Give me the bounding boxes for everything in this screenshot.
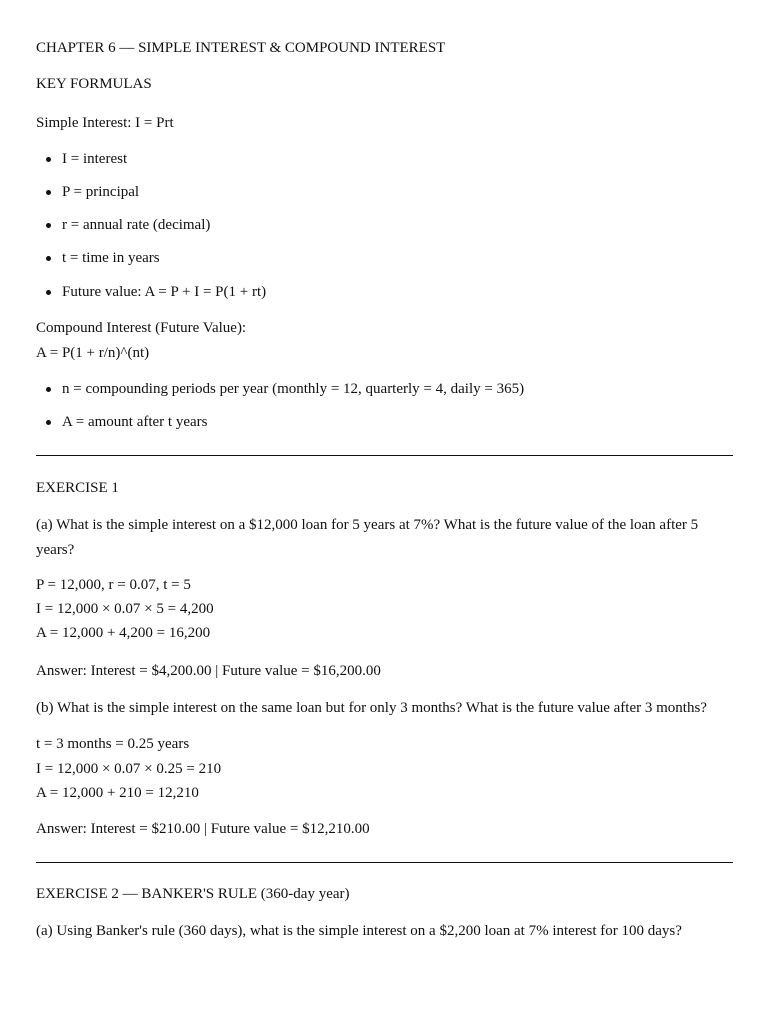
- bullet-icon: [46, 223, 51, 228]
- compound-interest-formula: A = P(1 + r/n)^(nt): [36, 345, 150, 361]
- list-item-text: I = interest: [62, 151, 128, 167]
- exercise-1a-question-continued: years?: [36, 542, 75, 558]
- exercise-1a-work-line: P = 12,000, r = 0.07, t = 5: [36, 577, 191, 593]
- exercise-1a-answer: Answer: Interest = $4,200.00 | Future value = $16,200.00: [36, 663, 381, 679]
- list-item-text: A = amount after t years: [62, 414, 208, 430]
- exercise-1a-work-line: A = 12,000 + 4,200 = 16,200: [36, 625, 211, 641]
- section-divider: [36, 862, 733, 863]
- chapter-title: CHAPTER 6 — SIMPLE INTEREST & COMPOUND INTEREST: [36, 40, 446, 56]
- list-item-text: Future value: A = P + I = P(1 + rt): [62, 284, 267, 300]
- list-item-text: n = compounding periods per year (monthly = 12, quarterly = 4, daily = 365): [62, 381, 525, 397]
- exercise-1a-question: (a) What is the simple interest on a $12,000 loan for 5 years at 7%? What is the future value of the loan after 5: [36, 517, 699, 533]
- list-item-text: P = principal: [62, 184, 140, 200]
- exercise-1b-work-line: t = 3 months = 0.25 years: [36, 736, 190, 752]
- compound-interest-heading: Compound Interest (Future Value):: [36, 320, 247, 336]
- exercise-1b-work-line: A = 12,000 + 210 = 12,210: [36, 785, 199, 801]
- bullet-icon: [46, 190, 51, 195]
- bullet-icon: [46, 256, 51, 261]
- exercise-1b-work-line: I = 12,000 × 0.07 × 0.25 = 210: [36, 761, 222, 777]
- exercise-2a-question: (a) Using Banker's rule (360 days), what is the simple interest on a $2,200 loan at 7% interest for 100 days?: [36, 923, 682, 939]
- bullet-icon: [46, 420, 51, 425]
- bullet-icon: [46, 290, 51, 295]
- list-item-text: r = annual rate (decimal): [62, 217, 211, 233]
- exercise-1b-question: (b) What is the simple interest on the same loan but for only 3 months? What is the future value after 3 months?: [36, 700, 707, 716]
- simple-interest-formula: Simple Interest: I = Prt: [36, 115, 174, 131]
- section-divider: [36, 455, 733, 456]
- bullet-icon: [46, 157, 51, 162]
- exercise-1a-work-line: I = 12,000 × 0.07 × 5 = 4,200: [36, 601, 214, 617]
- exercise-1b-answer: Answer: Interest = $210.00 | Future value = $12,210.00: [36, 821, 370, 837]
- list-item-text: t = time in years: [62, 250, 160, 266]
- exercise-2-heading: EXERCISE 2 — BANKER'S RULE (360-day year): [36, 886, 350, 902]
- bullet-icon: [46, 387, 51, 392]
- key-formulas-heading: KEY FORMULAS: [36, 76, 152, 92]
- exercise-1-heading: EXERCISE 1: [36, 480, 119, 496]
